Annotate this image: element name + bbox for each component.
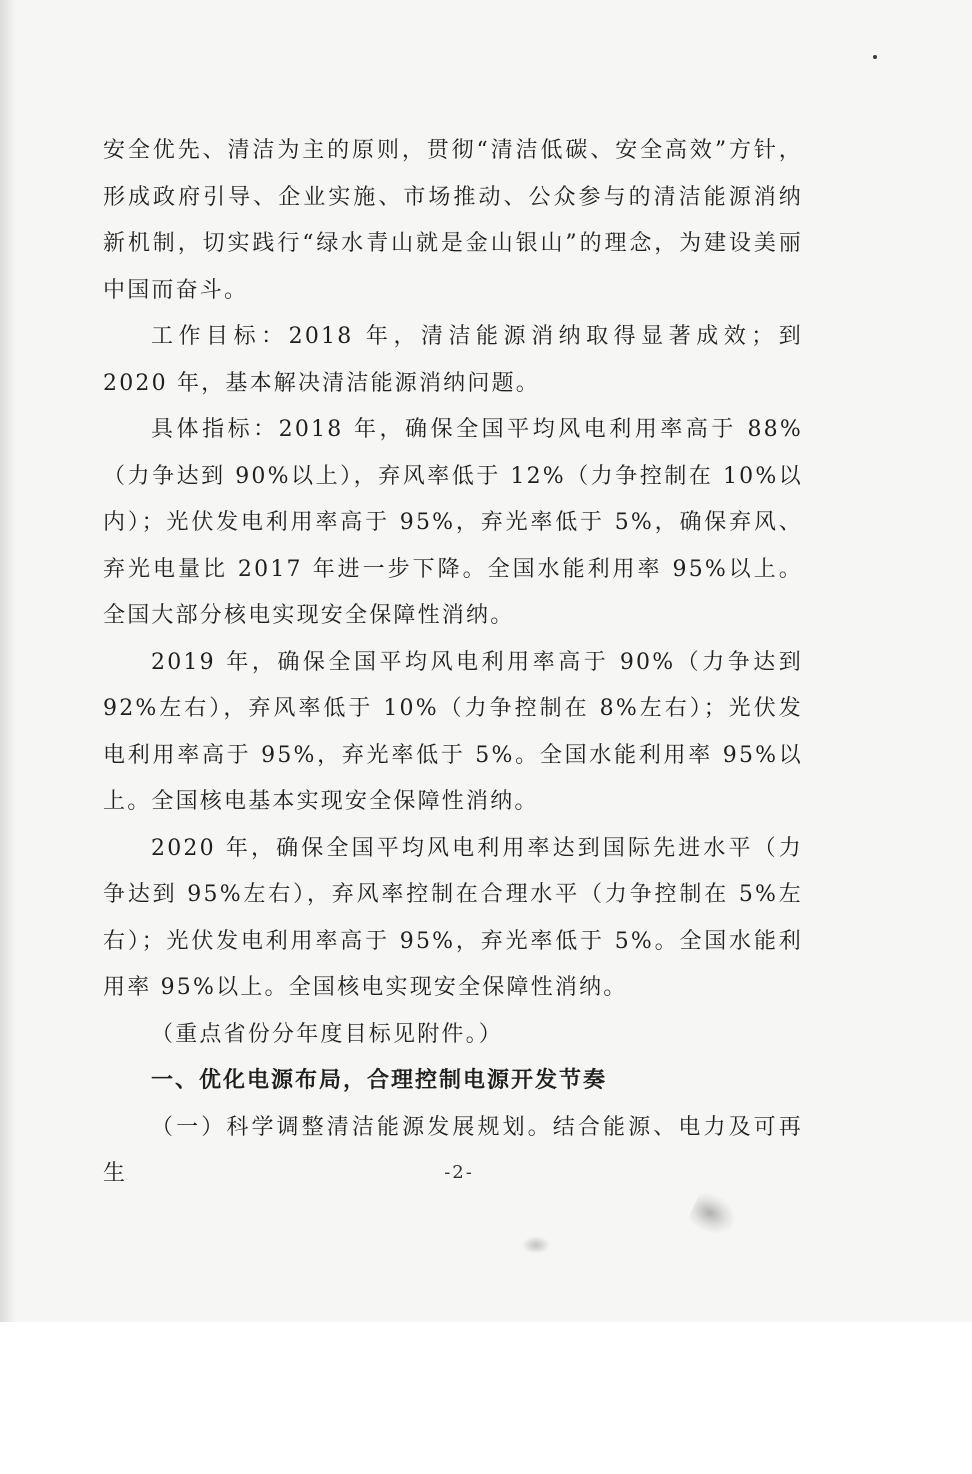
body-text — [103, 128, 803, 1198]
page-edge-shadow — [0, 0, 16, 1322]
section-heading: 一、优化电源布局，合理控制电源开发节奏 — [151, 1068, 608, 1093]
paragraph-targets-2019: 2019 年，确保全国平均风电利用率高于 90%（力争达到 92%左右），弃风率低于 10%（力争控制在 8%左右）；光伏发电利用率高于 95%，弃光率低于 5%。全国水能利用率 95%以上。全国核电基本实现安全保障性消纳。 — [103, 649, 803, 814]
paragraph-principles: 安全优先、清洁为主的原则，贯彻“清洁低碳、安全高效”方针，形成政府引导、企业实施、市场推动、公众参与的清洁能源消纳新机制，切实践行“绿水青山就是金山银山”的理念，为建设美丽中国而奋斗。 — [103, 138, 803, 303]
paragraph-targets-2020: 2020 年，确保全国平均风电利用率达到国际先进水平（力争达到 95%左右），弃风率控制在合理水平（力争控制在 5%左右）；光伏发电利用率高于 95%，弃光率低于 5%。全国水能利用率 95%以上。全国核电实现安全保障性消纳。 — [103, 835, 803, 1000]
paragraph-planning: （一）科学调整清洁能源发展规划。结合能源、电力及可再生 — [103, 1114, 803, 1186]
ink-speck — [873, 55, 877, 59]
paragraph-work-goal: 工作目标：2018 年，清洁能源消纳取得显著成效；到 2020 年，基本解决清洁能源消纳问题。 — [103, 324, 803, 396]
stain-mark — [522, 1236, 550, 1254]
paragraph-targets-2018: 具体指标：2018 年，确保全国平均风电利用率高于 88%（力争达到 90%以上），弃风率低于 12%（力争控制在 10%以内）；光伏发电利用率高于 95%，弃光率低于 5%，确保弃风、弃光电量比 2017 年进一步下降。全国水能利用率 95%以上。全国大部分核电实现安全保障性消纳。 — [103, 417, 803, 628]
paragraph-annex-note: （重点省份分年度目标见附件。） — [151, 1021, 504, 1047]
page-number: -2- — [444, 1162, 474, 1183]
